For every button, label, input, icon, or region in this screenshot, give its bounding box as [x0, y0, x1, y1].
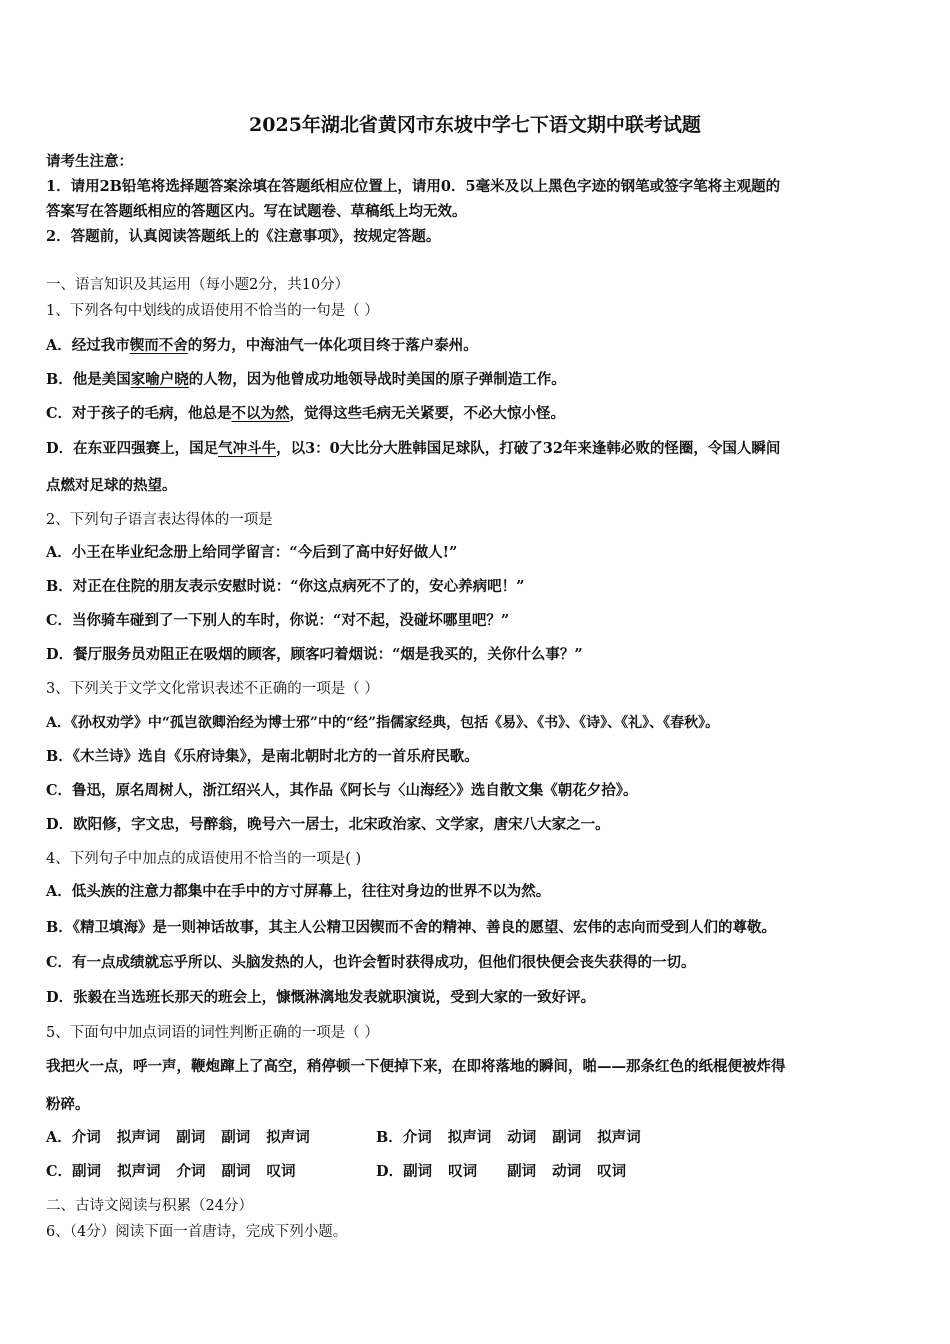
option-word: 介词 [176, 1163, 206, 1180]
option-word: 副词 [552, 1129, 582, 1146]
q4-option-a: A．低头族的注意力都集中在手中的方寸屏幕上，往往对身边的世界不以为然。 [46, 883, 551, 900]
option-word: 拟声词 [597, 1129, 641, 1146]
option-text: A．经过我市 [46, 337, 130, 354]
q5-option-c [46, 1162, 376, 1182]
option-text: D．在东亚四强赛上，国足 [46, 440, 219, 457]
q6-stem: 6、（4分）阅读下面一首唐诗，完成下列小题。 [46, 1224, 348, 1240]
option-word: 动词 [507, 1129, 537, 1146]
q5-option-a [46, 1128, 376, 1148]
q4-option-c: C．有一点成绩就忘乎所以、头脑发热的人，也许会暂时获得成功，但他们很快便会丧失获得的一切。 [46, 954, 696, 971]
q3-option-a: A．《孙权劝学》中“孤岂欲卿治经为博士邪”中的“经”指儒家经典，包括《易》、《书》、《诗》、《礼》、《春秋》。 [46, 715, 720, 731]
option-word: 介词 [71, 1129, 101, 1146]
q1-option-b [46, 370, 566, 390]
notice-heading: 请考生注意： [46, 153, 133, 170]
option-word: 拟声词 [116, 1129, 161, 1146]
option-word: 副词 [403, 1163, 433, 1180]
q1-option-d [46, 439, 780, 459]
q3-option-c: C．鲁迅，原名周树人，浙江绍兴人，其作品《阿长与〈山海经〉》选自散文集《朝花夕拾》。 [46, 782, 638, 799]
underlined-idiom: 气冲斗牛 [218, 440, 277, 457]
option-word: 拟声词 [447, 1129, 492, 1146]
q1-option-d-continued: 点燃对足球的热望。 [46, 477, 177, 494]
option-text: 的人物，因为他曾成功地领导战时美国的原子弹制造工作。 [188, 371, 566, 388]
option-word: 副词 [221, 1129, 251, 1146]
notice-line-3: 2．答题前，认真阅读答题纸上的《注意事项》，按规定答题。 [46, 228, 441, 245]
underlined-idiom: 锲而不舍 [129, 337, 188, 354]
q5-option-d [376, 1162, 626, 1182]
option-text: C．对于孩子的毛病，他总是 [46, 405, 232, 422]
page-title: 2025年湖北省黄冈市东坡中学七下语文期中联考试题 [249, 114, 701, 136]
q5-passage-continued: 粉碎。 [46, 1096, 90, 1113]
section-1-heading: 一、语言知识及其运用（每小题2分，共10分） [46, 277, 350, 293]
option-text: ，觉得这些毛病无关紧要，不必大惊小怪。 [289, 405, 566, 422]
option-text: 的努力，中海油气一体化项目终于落户泰州。 [187, 337, 478, 354]
q5-options-row-1 [46, 1128, 641, 1148]
q5-passage: 我把火一点，呼一声，鞭炮蹿上了高空，稍停顿一下便掉下来，在即将落地的瞬间，啪——那条红色的纸棍便被炸得 [46, 1058, 786, 1075]
q3-option-d: D．欧阳修，字文忠，号醉翁，晚号六一居士，北宋政治家、文学家，唐宋八大家之一。 [46, 816, 610, 833]
option-word: 叹词 [597, 1163, 627, 1180]
option-text: B．他是美国 [46, 371, 131, 388]
underlined-idiom: 不以为然 [231, 405, 290, 422]
option-word: 副词 [72, 1163, 102, 1180]
option-word: 叹词 [266, 1163, 296, 1180]
option-word: 叹词 [448, 1163, 478, 1180]
option-word: 副词 [176, 1129, 206, 1146]
option-word: 介词 [402, 1129, 432, 1146]
q2-option-d: D．餐厅服务员劝阻正在吸烟的顾客，顾客叼着烟说：“烟是我买的，关你什么事？” [46, 646, 583, 663]
q1-stem: 1、下列各句中划线的成语使用不恰当的一句是（ ） [46, 303, 379, 319]
option-word: 拟声词 [266, 1129, 310, 1146]
q4-option-d: D．张毅在当选班长那天的班会上，慷慨淋漓地发表就职演说，受到大家的一致好评。 [46, 989, 596, 1006]
q3-stem: 3、下列关于文学文化常识表述不正确的一项是（ ） [46, 681, 379, 697]
q2-option-c: C．当你骑车碰到了一下别人的车时，你说：“对不起，没碰坏哪里吧？” [46, 612, 510, 629]
q2-option-a: A．小王在毕业纪念册上给同学留言：“今后到了高中好好做人!” [46, 544, 458, 561]
option-word: 副词 [221, 1163, 251, 1180]
q2-stem: 2、下列句子语言表达得体的一项是 [46, 512, 273, 528]
underlined-idiom: 家喻户晓 [130, 371, 189, 388]
option-label: D． [376, 1163, 404, 1180]
notice-line-2: 答案写在答题纸相应的答题区内。写在试题卷、草稿纸上均无效。 [46, 203, 467, 220]
q5-stem: 5、下面句中加点词语的词性判断正确的一项是（ ） [46, 1025, 379, 1041]
option-label: C． [46, 1163, 73, 1180]
notice-line-1: 1．请用2B铅笔将选择题答案涂填在答题纸相应位置上，请用0．5毫米及以上黑色字迹的钢笔或签字笔将主观题的 [46, 178, 781, 195]
q5-options-row-2 [46, 1162, 626, 1182]
q1-option-c [46, 404, 565, 424]
q1-option-a [46, 336, 478, 356]
option-label: A． [46, 1129, 72, 1146]
option-word: 动词 [552, 1163, 582, 1180]
q2-option-b: B．对正在住院的朋友表示安慰时说：“你这点病死不了的，安心养病吧！” [46, 578, 525, 595]
option-label: B． [376, 1129, 403, 1146]
option-text: ，以3：0大比分大胜韩国足球队，打破了32年来逢韩必败的怪圈，令国人瞬间 [276, 440, 781, 457]
q3-option-b: B．《木兰诗》选自《乐府诗集》，是南北朝时北方的一首乐府民歌。 [46, 748, 479, 765]
q4-option-b: B．《精卫填海》是一则神话故事，其主人公精卫因锲而不舍的精神、善良的愿望、宏伟的志向而受到人们的尊敬。 [46, 919, 777, 936]
q4-stem: 4、下列句子中加点的成语使用不恰当的一项是( ) [46, 851, 362, 867]
option-word: 拟声词 [117, 1163, 161, 1180]
section-2-heading: 二、古诗文阅读与积累（24分） [46, 1198, 253, 1214]
q5-option-b [376, 1128, 641, 1148]
option-word: 副词 [507, 1163, 537, 1180]
